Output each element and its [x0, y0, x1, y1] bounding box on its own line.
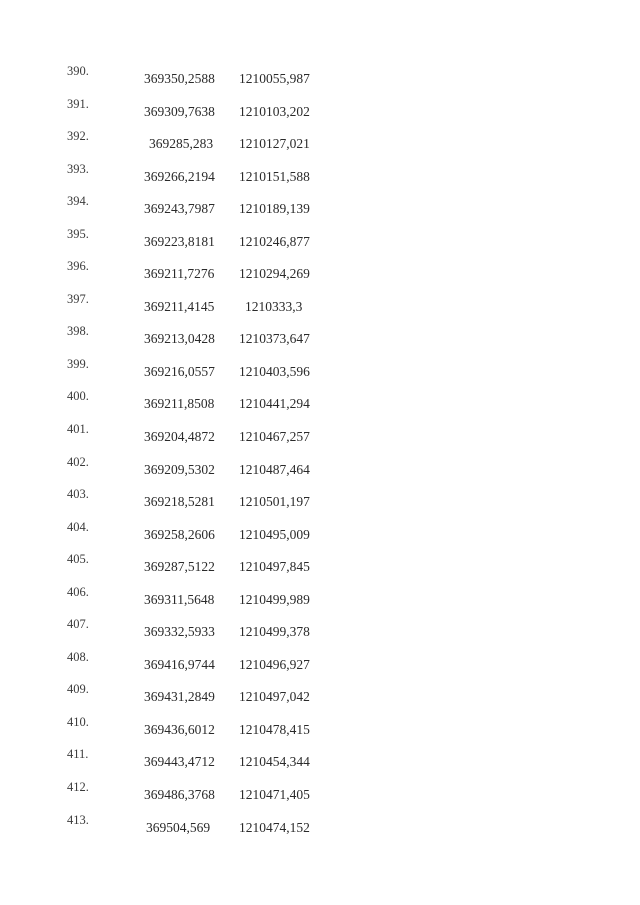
- y-coordinate: 1210055,987: [239, 71, 310, 86]
- table-row: [0, 715, 640, 748]
- x-coordinate: 369486,3768: [144, 787, 215, 803]
- row-number: 392.: [67, 129, 89, 144]
- row-number: 390.: [67, 64, 89, 78]
- y-coordinate: 1210499,989: [239, 591, 310, 607]
- x-coordinate: 369285,283: [149, 136, 214, 152]
- y-coordinate: 1210403,596: [239, 363, 310, 379]
- y-coordinate: 1210478,415: [239, 721, 310, 737]
- row-number: 405.: [67, 552, 89, 567]
- x-coordinate: 369266,2194: [144, 168, 215, 184]
- y-coordinate: 1210151,588: [239, 168, 310, 184]
- table-row: [0, 617, 640, 650]
- y-coordinate: 1210103,202: [239, 103, 310, 119]
- table-row: [0, 747, 640, 780]
- table-row: [0, 64, 640, 97]
- x-coordinate: 369350,2588: [144, 71, 215, 86]
- x-coordinate: 369211,7276: [144, 266, 215, 282]
- y-coordinate: 1210454,344: [239, 754, 310, 770]
- row-number: 391.: [67, 96, 89, 111]
- table-row: [0, 389, 640, 422]
- x-coordinate: 369436,6012: [144, 721, 215, 737]
- table-row: [0, 682, 640, 715]
- x-coordinate: 369216,0557: [144, 363, 215, 379]
- y-coordinate: 1210471,405: [239, 787, 310, 803]
- table-row: [0, 194, 640, 227]
- x-coordinate: 369211,8508: [144, 396, 215, 412]
- row-number: 412.: [67, 780, 89, 795]
- row-number: 406.: [67, 584, 89, 599]
- row-number: 397.: [67, 291, 89, 306]
- table-row: [0, 162, 640, 195]
- table-row: [0, 324, 640, 357]
- y-coordinate: 1210441,294: [239, 396, 310, 412]
- table-row: [0, 813, 640, 846]
- row-number: 410.: [67, 714, 89, 729]
- x-coordinate: 369311,5648: [144, 591, 215, 607]
- y-coordinate: 1210373,647: [239, 331, 310, 347]
- table-row: [0, 487, 640, 520]
- row-number: 404.: [67, 519, 89, 534]
- x-coordinate: 369204,4872: [144, 429, 215, 445]
- table-row: [0, 259, 640, 292]
- row-number: 396.: [67, 259, 89, 274]
- table-row: [0, 455, 640, 488]
- row-number: 401.: [67, 422, 89, 437]
- table-row: [0, 585, 640, 618]
- row-number: 411.: [67, 747, 89, 762]
- row-number: 409.: [67, 682, 89, 697]
- y-coordinate: 1210501,197: [239, 494, 310, 510]
- table-row: [0, 227, 640, 260]
- row-number: 413.: [67, 812, 89, 827]
- y-coordinate: 1210333,3: [245, 298, 303, 314]
- x-coordinate: 369431,2849: [144, 689, 215, 705]
- row-number: 395.: [67, 226, 89, 241]
- row-number: 394.: [67, 194, 89, 209]
- table-row: [0, 357, 640, 390]
- y-coordinate: 1210294,269: [239, 266, 310, 282]
- row-number: 402.: [67, 454, 89, 469]
- x-coordinate: 369258,2606: [144, 526, 215, 542]
- y-coordinate: 1210497,845: [239, 559, 310, 575]
- x-coordinate: 369211,4145: [144, 298, 215, 314]
- x-coordinate: 369213,0428: [144, 331, 215, 347]
- row-number: 399.: [67, 356, 89, 371]
- table-row: [0, 650, 640, 683]
- table-row: [0, 97, 640, 130]
- x-coordinate: 369309,7638: [144, 103, 215, 119]
- x-coordinate: 369209,5302: [144, 461, 215, 477]
- row-number: 400.: [67, 389, 89, 404]
- y-coordinate: 1210499,378: [239, 624, 310, 640]
- y-coordinate: 1210246,877: [239, 233, 310, 249]
- row-number: 407.: [67, 617, 89, 632]
- row-number: 408.: [67, 649, 89, 664]
- x-coordinate: 369223,8181: [144, 233, 215, 249]
- x-coordinate: 369443,4712: [144, 754, 215, 770]
- table-row: [0, 552, 640, 585]
- y-coordinate: 1210127,021: [239, 136, 310, 152]
- x-coordinate: 369332,5933: [144, 624, 215, 640]
- table-row: [0, 520, 640, 553]
- y-coordinate: 1210496,927: [239, 656, 310, 672]
- row-number: 403.: [67, 487, 89, 502]
- coordinate-table: [0, 64, 640, 845]
- x-coordinate: 369287,5122: [144, 559, 215, 575]
- table-row: [0, 129, 640, 162]
- y-coordinate: 1210487,464: [239, 461, 310, 477]
- x-coordinate: 369504,569: [146, 819, 211, 835]
- y-coordinate: 1210495,009: [239, 526, 310, 542]
- y-coordinate: 1210467,257: [239, 429, 310, 445]
- y-coordinate: 1210497,042: [239, 689, 310, 705]
- y-coordinate: 1210474,152: [239, 819, 310, 835]
- x-coordinate: 369416,9744: [144, 656, 215, 672]
- y-coordinate: 1210189,139: [239, 201, 310, 217]
- x-coordinate: 369218,5281: [144, 494, 215, 510]
- table-row: [0, 292, 640, 325]
- row-number: 398.: [67, 324, 89, 339]
- table-row: [0, 780, 640, 813]
- x-coordinate: 369243,7987: [144, 201, 215, 217]
- row-number: 393.: [67, 161, 89, 176]
- table-row: [0, 422, 640, 455]
